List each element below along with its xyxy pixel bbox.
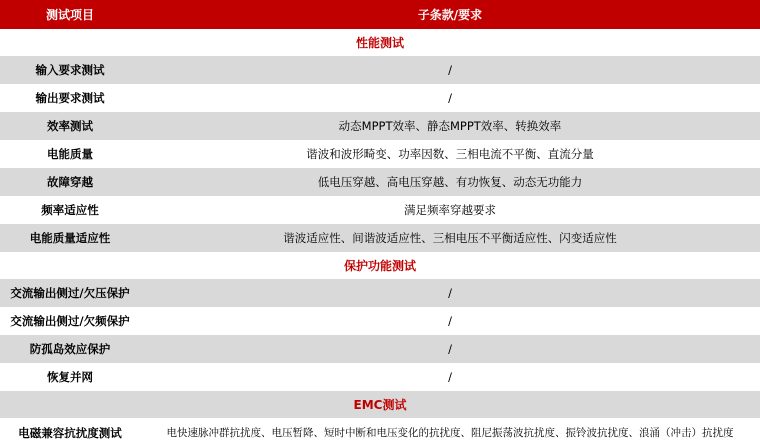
test-item-name: 电能质量	[0, 140, 140, 168]
test-requirement: 电快速脉冲群抗扰度、电压暂降、短时中断和电压变化的抗扰度、阻尼振荡波抗扰度、振铃波抗扰度、浪涌（冲击）抗扰度	[140, 418, 760, 447]
test-item-name: 电能质量适应性	[0, 224, 140, 252]
test-item-name: 交流输出侧过/欠频保护	[0, 307, 140, 335]
table-row	[0, 279, 760, 307]
table-row	[0, 112, 760, 140]
table-row	[0, 56, 760, 84]
section-row	[0, 391, 760, 418]
test-item-name: 恢复并网	[0, 363, 140, 391]
section-title: EMC测试	[0, 391, 760, 418]
test-item-name: 电磁兼容抗扰度测试	[0, 418, 140, 447]
table-row	[0, 418, 760, 447]
test-requirement: 低电压穿越、高电压穿越、有功恢复、动态无功能力	[140, 168, 760, 196]
test-requirement: /	[140, 84, 760, 112]
table-row	[0, 307, 760, 335]
table-row	[0, 224, 760, 252]
test-requirement: 动态MPPT效率、静态MPPT效率、转换效率	[140, 112, 760, 140]
table-row	[0, 168, 760, 196]
table-row	[0, 196, 760, 224]
test-requirement: 谐波适应性、间谐波适应性、三相电压不平衡适应性、闪变适应性	[140, 224, 760, 252]
test-item-name: 防孤岛效应保护	[0, 335, 140, 363]
header-requirements: 子条款/要求	[140, 0, 760, 29]
test-requirement: /	[140, 307, 760, 335]
test-requirement: /	[140, 279, 760, 307]
section-title: 性能测试	[0, 29, 760, 56]
section-title: 保护功能测试	[0, 252, 760, 279]
test-item-name: 效率测试	[0, 112, 140, 140]
test-item-name: 交流输出侧过/欠压保护	[0, 279, 140, 307]
test-item-name: 频率适应性	[0, 196, 140, 224]
table-row	[0, 363, 760, 391]
test-item-name: 输入要求测试	[0, 56, 140, 84]
table-row	[0, 84, 760, 112]
test-item-name: 故障穿越	[0, 168, 140, 196]
table-header-row	[0, 0, 760, 29]
header-test-item: 测试项目	[0, 0, 140, 29]
section-row	[0, 29, 760, 56]
test-item-name: 输出要求测试	[0, 84, 140, 112]
table-row	[0, 335, 760, 363]
test-requirement: 谐波和波形畸变、功率因数、三相电流不平衡、直流分量	[140, 140, 760, 168]
table-row	[0, 140, 760, 168]
test-requirement: /	[140, 363, 760, 391]
section-row	[0, 252, 760, 279]
test-requirement: /	[140, 335, 760, 363]
test-requirement: /	[140, 56, 760, 84]
test-requirement: 满足频率穿越要求	[140, 196, 760, 224]
